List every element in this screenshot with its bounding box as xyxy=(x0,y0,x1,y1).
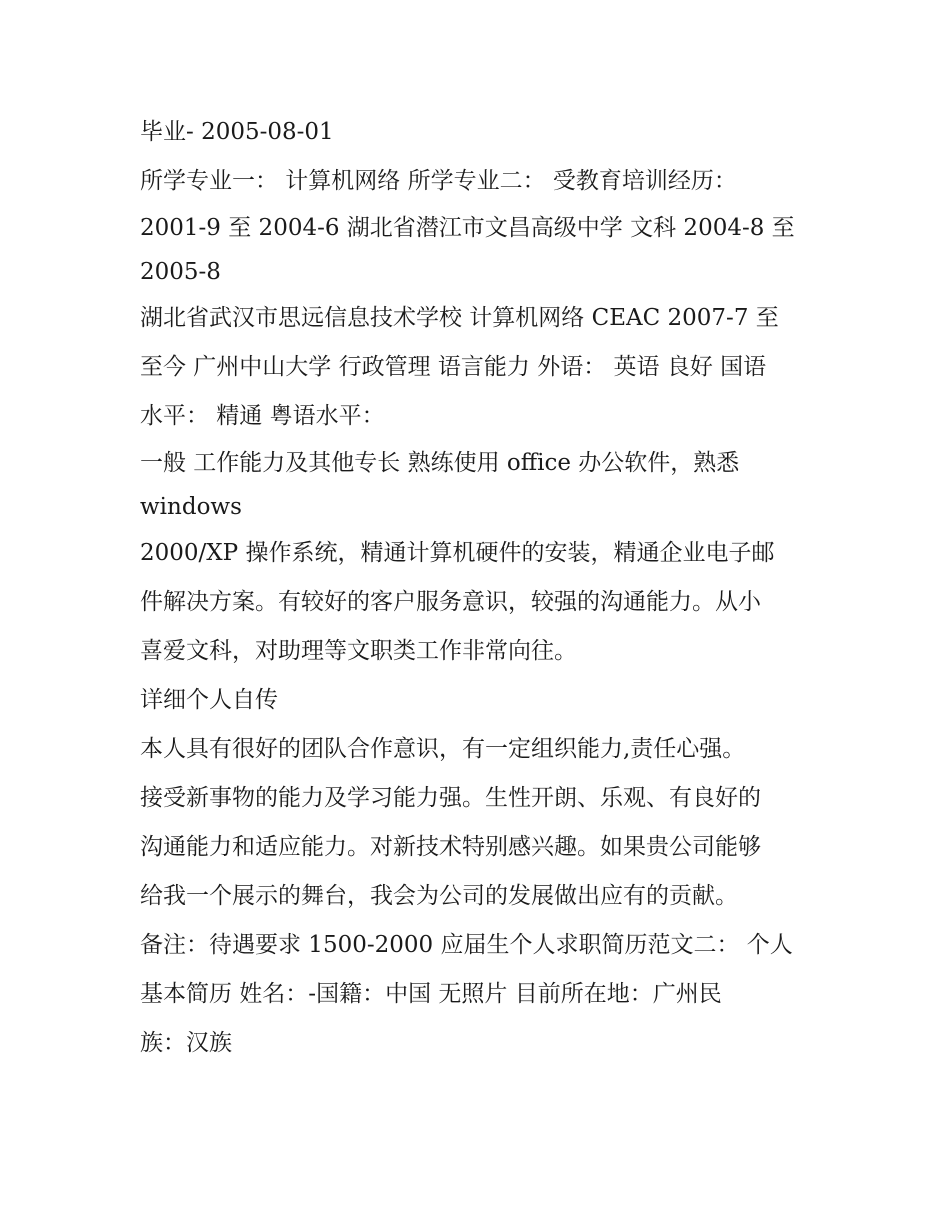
text-line-education-1: 2001-9 至 2004-6 湖北省潜江市文昌高级中学 文科 2004-8 至 xyxy=(140,215,795,241)
document-body xyxy=(140,108,830,1068)
text-line-skills-5: 喜爱文科，对助理等文职类工作非常向往。 xyxy=(140,638,577,664)
text-line-language-1: 至今 广州中山大学 行政管理 语言能力 外语： 英语 良好 国语 xyxy=(140,354,767,380)
text-line-autobiography-2: 接受新事物的能力及学习能力强。生性开朗、乐观、有良好的 xyxy=(140,785,761,811)
text-line-remarks-2: 基本简历 姓名：-国籍：中国 无照片 目前所在地：广州民 xyxy=(140,981,722,1007)
text-line-autobiography-1: 本人具有很好的团队合作意识，有一定组织能力,责任心强。 xyxy=(140,736,746,762)
text-line-education-3: 湖北省武汉市思远信息技术学校 计算机网络 CEAC 2007-7 至 xyxy=(140,305,779,331)
text-line-skills-3: 2000/XP 操作系统，精通计算机硬件的安装，精通企业电子邮 xyxy=(140,540,775,566)
text-line-education-2: 2005-8 xyxy=(140,259,221,285)
text-line-autobiography-4: 给我一个展示的舞台，我会为公司的发展做出应有的贡献。 xyxy=(140,883,738,909)
text-line-remarks-1: 备注：待遇要求 1500-2000 应届生个人求职简历范文二： 个人 xyxy=(140,932,793,958)
text-line-autobiography-3: 沟通能力和适应能力。对新技术特别感兴趣。如果贵公司能够 xyxy=(140,834,761,860)
text-line-graduation: 毕业- 2005-08-01 xyxy=(140,119,334,145)
text-line-skills-4: 件解决方案。有较好的客户服务意识，较强的沟通能力。从小 xyxy=(140,589,761,615)
text-line-remarks-3: 族：汉族 xyxy=(140,1030,232,1056)
text-line-major: 所学专业一： 计算机网络 所学专业二： 受教育培训经历： xyxy=(140,168,737,194)
text-line-language-2: 水平： 精通 粤语水平： xyxy=(140,403,385,429)
section-heading-autobiography: 详细个人自传 xyxy=(140,687,278,713)
text-line-skills-1: 一般 工作能力及其他专长 熟练使用 office 办公软件，熟悉 xyxy=(140,450,740,476)
text-line-skills-2: windows xyxy=(140,494,242,520)
